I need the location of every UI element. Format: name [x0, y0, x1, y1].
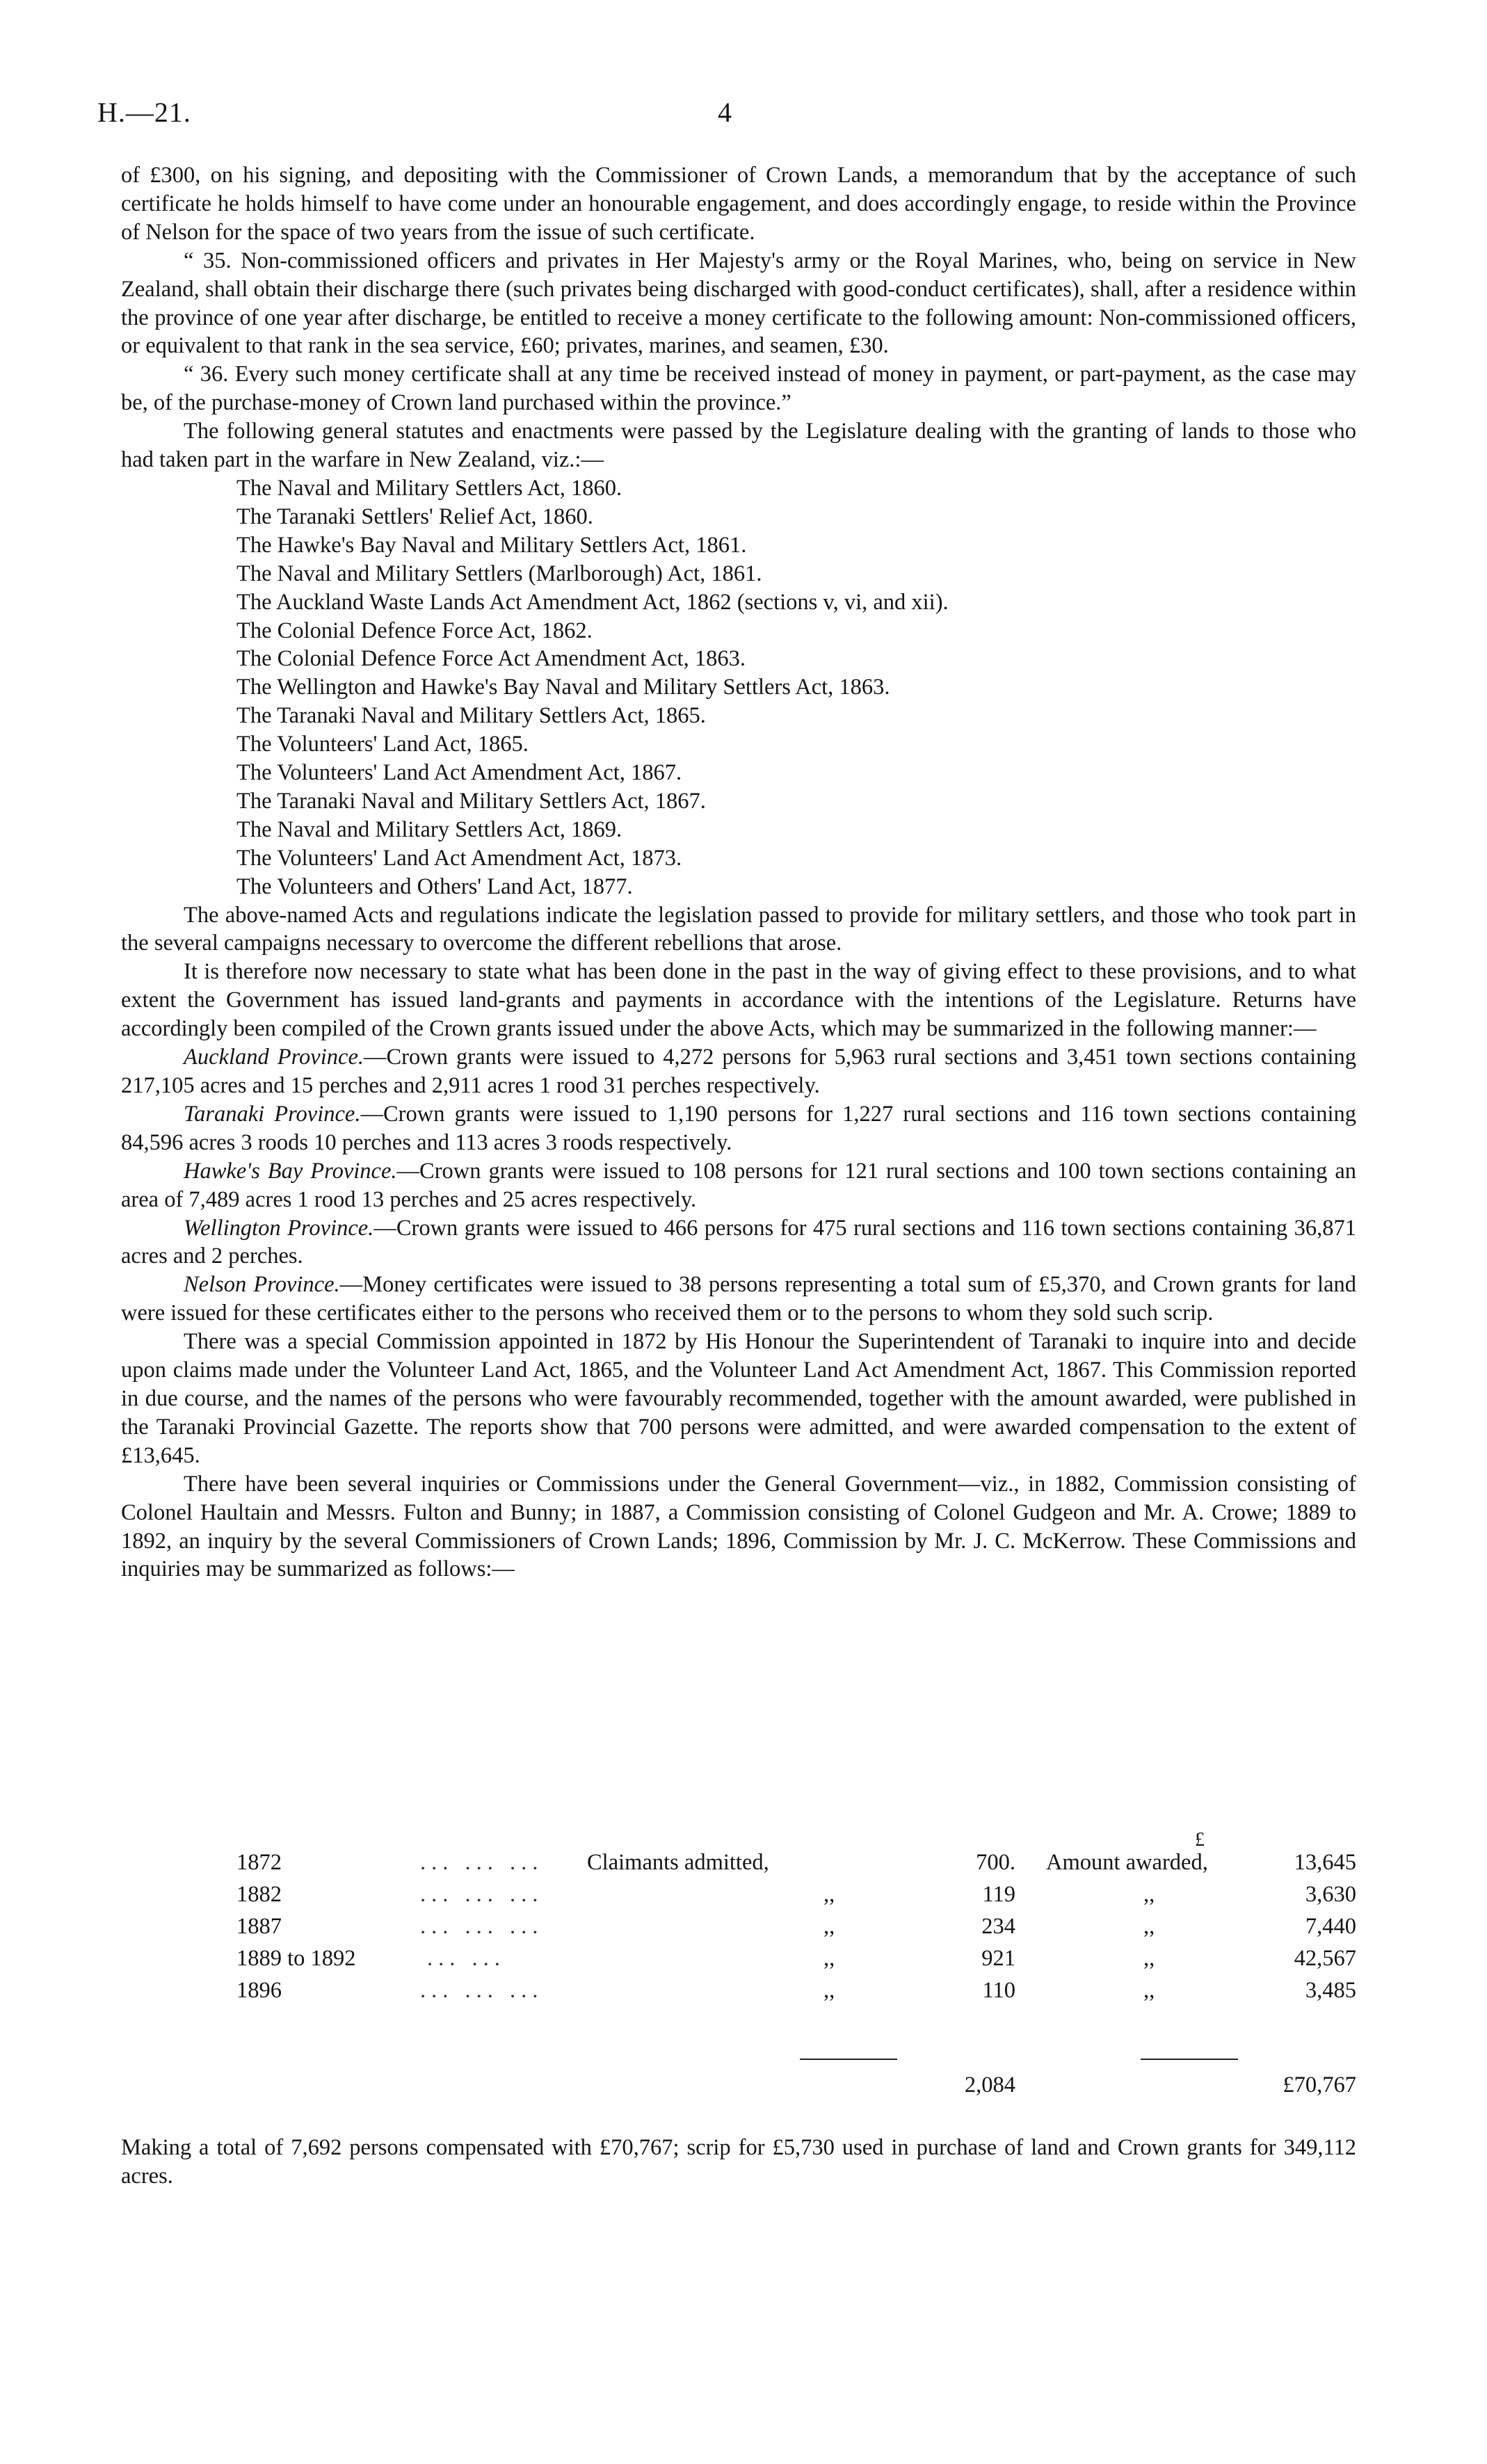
amount-label: Amount awarded,	[1046, 1850, 1208, 1875]
body-text	[121, 161, 1356, 1584]
table-row	[121, 1914, 1356, 1942]
province-heading: Nelson Province.	[184, 1272, 340, 1298]
page-number: 4	[718, 97, 732, 128]
act-item: The Volunteers' Land Act, 1865.	[236, 732, 529, 757]
total-rule	[1141, 2059, 1238, 2060]
row-year: 1896	[236, 1978, 282, 2003]
amount-value: 42,567	[1294, 1946, 1356, 1971]
act-item: The Volunteers and Others' Land Act, 1877.	[236, 873, 633, 899]
claimants-label: ,,	[823, 1946, 835, 1971]
total-amount: £70,767	[1283, 2072, 1356, 2097]
paragraph	[121, 1157, 1356, 1214]
act-item: The Hawke's Bay Naval and Military Settlers Act, 1861.	[236, 532, 747, 558]
claimants-label: ,,	[823, 1914, 835, 1939]
province-heading: Wellington Province.	[184, 1215, 374, 1241]
total-rule	[800, 2059, 897, 2060]
paragraph-text: —Crown grants were issued to 466 persons for 475 rural sections and 116 town sections containing 36,871 acres and 2 perches.	[121, 1215, 1356, 1269]
amount-label: ,,	[1143, 1914, 1155, 1939]
paragraph: “ 35. Non-commissioned officers and privates in Her Majesty's army or the Royal Marines, who, being on service in New Zealand, shall obtain their discharge there (such privates being discharged with good-conduct certificates), shall, after a residence within the province of one year after discharge, be entitled to receive a money certificate to the following amount: Non-commissioned officers, or equivalent to that rank in the sea service, £60; privates, marines, and seamen, £30.	[121, 248, 1356, 359]
table-row	[121, 1850, 1356, 1878]
act-item: The Volunteers' Land Act Amendment Act, 1867.	[236, 760, 682, 786]
amount-value: 3,485	[1305, 1978, 1356, 2003]
paragraph: It is therefore now necessary to state what has been done in the past in the way of giving effect to these provisions, and to what extent the Government has issued land-grants and payments in accordance with the intentions of the Legislature. Returns have accordingly been compiled of the Crown grants issued under the above Acts, which may be summarized in the following manner:—	[121, 959, 1356, 1042]
act-item: The Colonial Defence Force Act Amendment Act, 1863.	[236, 646, 746, 672]
claimants-label: ,,	[823, 1978, 835, 2003]
paragraph: There have been several inquiries or Commissions under the General Government—viz., in 1882, Commission consisting of Colonel Haultain and Messrs. Fulton and Bunny; in 1887, a Commission consisting of Colonel Gudgeon and Mr. A. Crowe; 1889 to 1892, an inquiry by the several Commissioners of Crown Lands; 1896, Commission by Mr. J. C. McKerrow. These Commissions and inquiries may be summarized as follows:—	[121, 1471, 1356, 1582]
act-item: The Wellington and Hawke's Bay Naval and Military Settlers Act, 1863.	[236, 675, 890, 700]
leader-dots: ... ... ...	[420, 1978, 544, 2003]
act-item: The Naval and Military Settlers (Marlborough) Act, 1861.	[236, 561, 762, 586]
paragraph: of £300, on his signing, and depositing with the Commissioner of Crown Lands, a memorandum that by the acceptance of such certificate he holds himself to have come under an honourable engagement, and does accordingly engage, to reside within the Province of Nelson for the space of two years from the issue of such certificate.	[121, 163, 1356, 245]
paragraph-text: —Crown grants were issued to 4,272 persons for 5,963 rural sections and 3,451 town sections containing 217,105 acres and 15 perches and 2,911 acres 1 rood 31 perches respectively.	[121, 1045, 1356, 1098]
row-year: 1882	[236, 1882, 282, 1907]
act-item: The Volunteers' Land Act Amendment Act, 1873.	[236, 845, 682, 871]
amount-label: ,,	[1143, 1946, 1155, 1971]
paragraph	[121, 1100, 1356, 1157]
act-item: The Naval and Military Settlers Act, 1869.	[236, 816, 622, 842]
amount-label: ,,	[1143, 1978, 1155, 2003]
province-heading: Taranaki Province.	[184, 1101, 361, 1127]
paragraph: “ 36. Every such money certificate shall at any time be received instead of money in payment, or part-payment, as the case may be, of the purchase-money of Crown land purchased within the province.”	[121, 362, 1356, 416]
paragraph	[121, 1271, 1356, 1328]
province-heading: Auckland Province.	[184, 1045, 364, 1070]
act-item: The Naval and Military Settlers Act, 1860.	[236, 475, 622, 501]
leader-dots: ... ... ...	[420, 1850, 544, 1875]
table-row	[121, 1946, 1356, 1974]
paragraph	[121, 1214, 1356, 1271]
paragraph: There was a special Commission appointed in 1872 by His Honour the Superintendent of Taranaki to inquire into and decide upon claims made under the Volunteer Land Act, 1865, and the Volunteer Land Act Amendment Act, 1867. This Commission reported in due course, and the names of the persons who were favourably recommended, together with the amount awarded, were published in the Taranaki Provincial Gazette. The reports show that 700 persons were admitted, and were awarded compensation to the extent of £13,645.	[121, 1329, 1356, 1468]
currency-header: £	[1195, 1829, 1205, 1851]
paragraph: The following general statutes and enactments were passed by the Legislature dealing with the granting of lands to those who had taken part in the warfare in New Zealand, viz.:—	[121, 419, 1356, 473]
paragraph	[121, 1043, 1356, 1100]
document-reference: H.—21.	[97, 97, 191, 128]
leader-dots: ... ... ...	[420, 1882, 544, 1907]
leader-dots: ... ...	[427, 1946, 506, 1971]
row-year: 1887	[236, 1914, 282, 1939]
table-row	[121, 1978, 1356, 2006]
paragraph: The above-named Acts and regulations indicate the legislation passed to provide for military settlers, and those who took part in the several campaigns necessary to overcome the different rebellions that arose.	[121, 902, 1356, 956]
amount-label: ,,	[1143, 1882, 1155, 1907]
leader-dots: ... ... ...	[420, 1914, 544, 1939]
act-item: The Taranaki Settlers' Relief Act, 1860.	[236, 504, 593, 529]
act-item: The Taranaki Naval and Military Settlers Act, 1865.	[236, 703, 706, 729]
row-year: 1889 to 1892	[236, 1946, 356, 1971]
amount-value: 3,630	[1305, 1882, 1356, 1907]
claimants-count: 119	[982, 1882, 1015, 1907]
claimants-count: 700.	[976, 1850, 1015, 1875]
acts-list	[121, 474, 1356, 901]
claimants-label: ,,	[823, 1882, 835, 1907]
closing-paragraph: Making a total of 7,692 persons compensated with £70,767; scrip for £5,730 used in purchase of land and Crown grants for 349,112 acres.	[121, 2135, 1356, 2189]
table-row	[121, 1882, 1356, 1910]
amount-value: 13,645	[1294, 1850, 1356, 1875]
paragraph-text: —Crown grants were issued to 108 persons for 121 rural sections and 100 town sections containing an area of 7,489 acres 1 rood 13 perches and 25 acres respectively.	[121, 1158, 1356, 1212]
claimants-label: Claimants admitted,	[587, 1850, 769, 1875]
act-item: The Taranaki Naval and Military Settlers Act, 1867.	[236, 788, 706, 814]
act-item: The Auckland Waste Lands Act Amendment Act, 1862 (sections v, vi, and xii).	[236, 589, 949, 615]
total-count: 2,084	[964, 2072, 1015, 2097]
amount-value: 7,440	[1305, 1914, 1356, 1939]
claimants-count: 921	[981, 1946, 1015, 1971]
row-year: 1872	[236, 1850, 282, 1875]
table-totals	[121, 2072, 1356, 2102]
province-heading: Hawke's Bay Province.	[184, 1158, 397, 1184]
claimants-count: 234	[981, 1914, 1015, 1939]
paragraph-text: —Money certificates were issued to 38 persons representing a total sum of £5,370, and Crown grants for land were issued for these certificates either to the persons who received them or to the persons to whom they sold such scrip.	[121, 1272, 1356, 1326]
paragraph-text: —Crown grants were issued to 1,190 persons for 1,227 rural sections and 116 town sections containing 84,596 acres 3 roods 10 perches and 113 acres 3 roods respectively.	[121, 1101, 1356, 1155]
claimants-count: 110	[982, 1978, 1015, 2003]
act-item: The Colonial Defence Force Act, 1862.	[236, 618, 593, 643]
